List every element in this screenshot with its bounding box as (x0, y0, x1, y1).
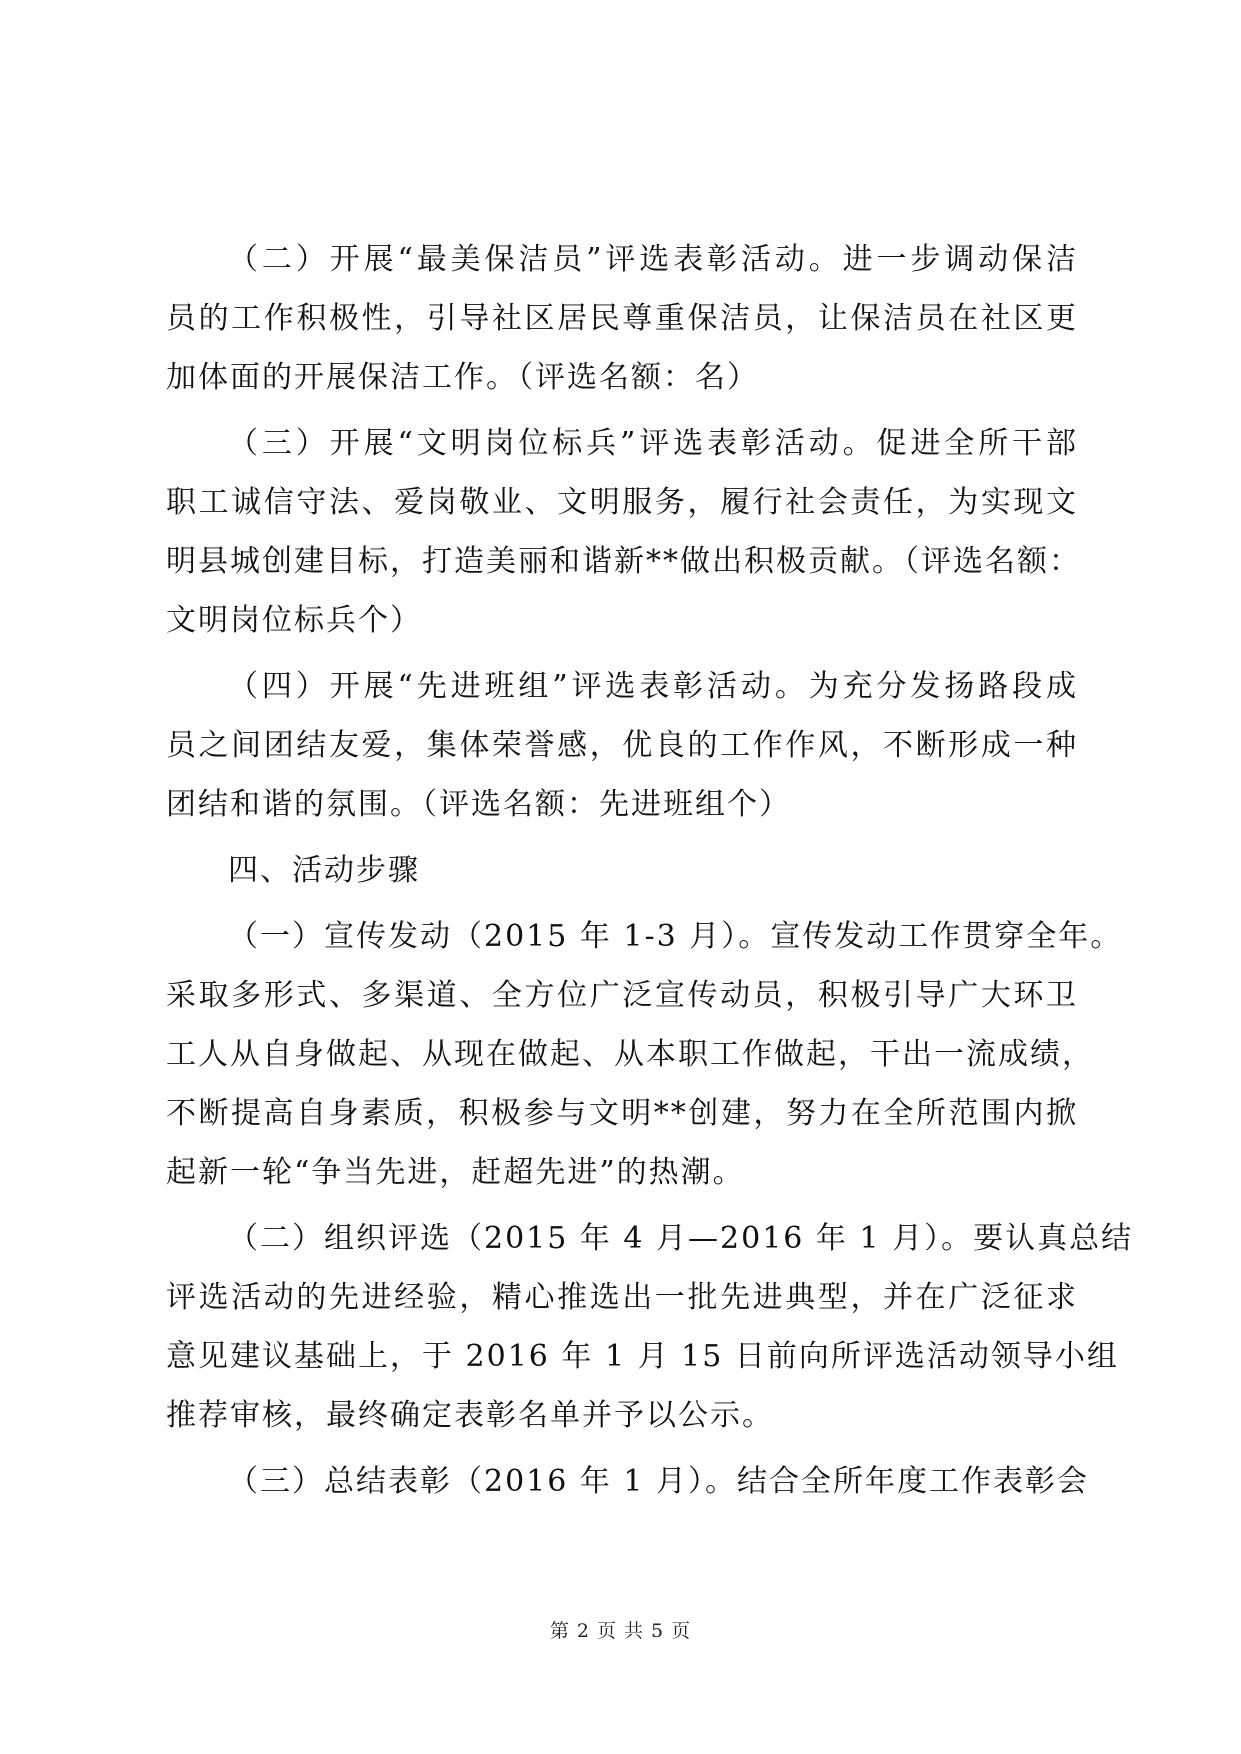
text-line: 明县城创建目标，打造美丽和谐新**做出积极贡献。（评选名额： (166, 544, 1081, 579)
text-line: （二）组织评选（2015 年 4 月—2016 年 1 月）。要认真总结 (228, 1221, 1134, 1256)
text-line: 文明岗位标兵个） (166, 603, 422, 638)
page-number-footer: 第 2 页 共 5 页 (549, 1620, 692, 1642)
text-line: （二）开展“最美保洁员”评选表彰活动。进一步调动保洁 (228, 242, 1078, 277)
section-heading-activity-steps (166, 841, 1078, 900)
paragraph-civilized-post-model (166, 414, 1081, 650)
text-line: 员之间团结友爱，集体荣誉感，优良的工作作风，不断形成一种 (166, 728, 1078, 763)
text-line: 加体面的开展保洁工作。（评选名额：名） (166, 360, 759, 395)
text-line: 工人从自身做起、从现在做起、从本职工作做起，干出一流成绩， (166, 1037, 1094, 1072)
text-line: 员的工作积极性，引导社区居民尊重保洁员，让保洁员在社区更 (166, 301, 1078, 336)
text-line: 团结和谐的氛围。（评选名额：先进班组个） (166, 787, 791, 822)
text-line: （三）开展“文明岗位标兵”评选表彰活动。促进全所干部 (228, 426, 1078, 461)
text-line: 不断提高自身素质，积极参与文明**创建，努力在全所范围内掀 (166, 1096, 1078, 1131)
text-line: 采取多形式、多渠道、全方位广泛宣传动员，积极引导广大环卫 (166, 978, 1078, 1013)
text-line: 评选活动的先进经验，精心推选出一批先进典型，并在广泛征求 (166, 1280, 1078, 1315)
paragraph-best-cleaner (166, 230, 1078, 407)
text-line: （三）总结表彰（2016 年 1 月）。结合全所年度工作表彰会 (228, 1464, 1090, 1499)
document-body (166, 230, 1134, 1518)
paragraph-publicity (166, 907, 1123, 1202)
text-line: 职工诚信守法、爱岗敬业、文明服务，履行社会责任，为实现文 (166, 485, 1078, 520)
text-line: 意见建议基础上，于 2016 年 1 月 15 日前向所评选活动领导小组 (166, 1339, 1119, 1374)
text-line: 推荐审核，最终确定表彰名单并予以公示。 (166, 1398, 774, 1433)
text-line: （一）宣传发动（2015 年 1-3 月）。宣传发动工作贯穿全年。 (228, 919, 1123, 954)
section-heading: 四、活动步骤 (228, 853, 420, 888)
text-line: 起新一轮“争当先进，赶超先进”的热潮。 (166, 1155, 745, 1190)
text-line: （四）开展“先进班组”评选表彰活动。为充分发扬路段成 (228, 669, 1078, 704)
paragraph-advanced-team (166, 657, 1078, 834)
paragraph-organize-selection (166, 1209, 1134, 1445)
paragraph-summary-commendation (166, 1452, 1090, 1511)
